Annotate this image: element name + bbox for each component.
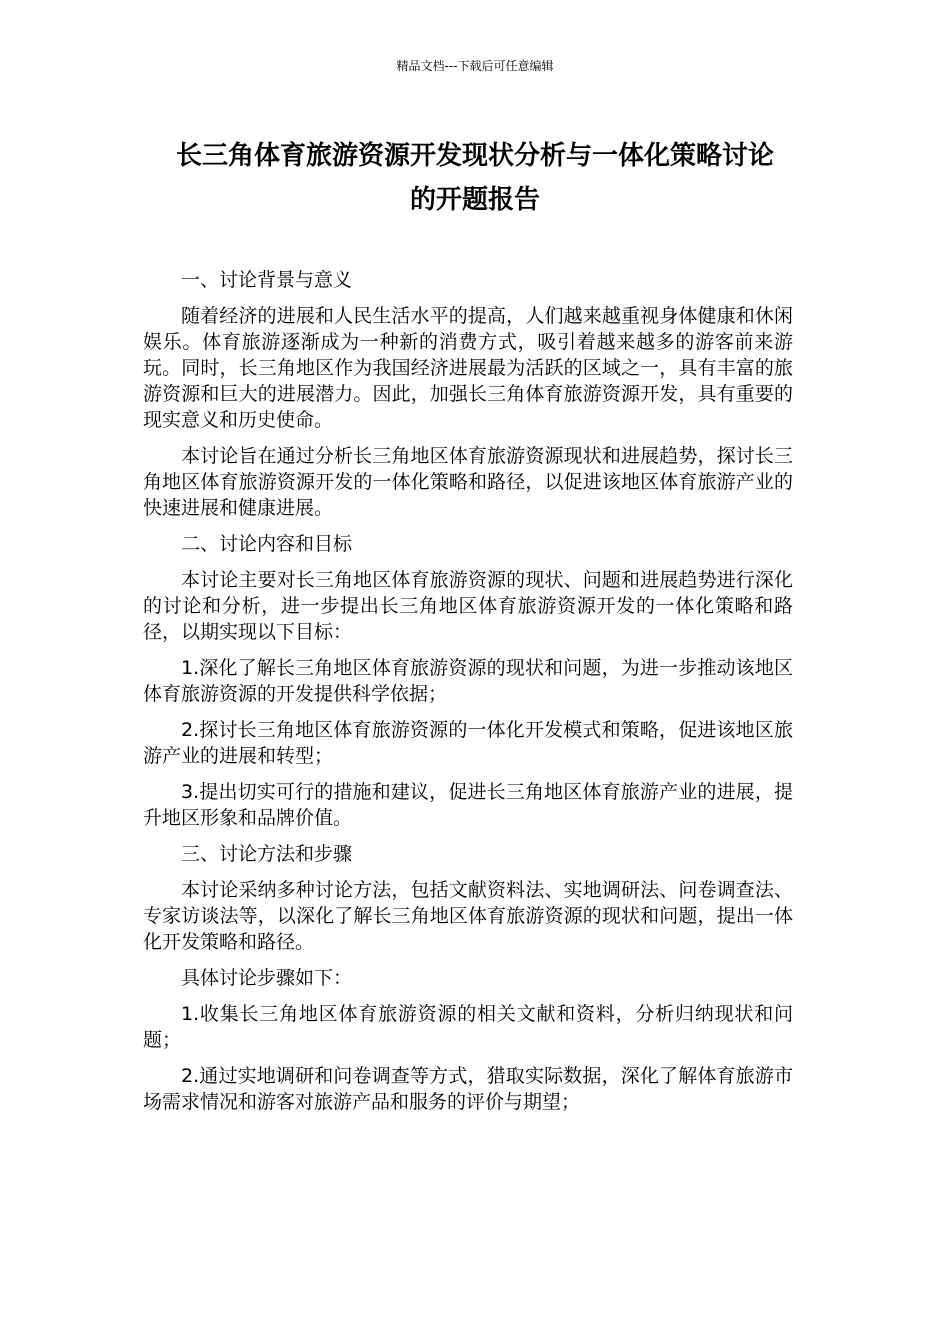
- document-title: [140, 134, 810, 222]
- page-header-note: 精品文档---下载后可任意编辑: [396, 59, 554, 73]
- goal-list-item: 1.深化了解长三角地区体育旅游资源的现状和问题，为进一步推动该地区体育旅游资源的开发提供科学依据；: [143, 657, 793, 705]
- section-heading-background: 一、讨论背景与意义: [181, 269, 353, 291]
- step-list-item: 2.通过实地调研和问卷调查等方式，猎取实际数据，深化了解体育旅游市场需求情况和游客对旅游产品和服务的评价与期望；: [143, 1065, 793, 1113]
- body-paragraph: 本讨论采纳多种讨论方法，包括文献资料法、实地调研法、问卷调查法、专家访谈法等，以深化了解长三角地区体育旅游资源的现状和问题，提出一体化开发策略和路径。: [143, 879, 793, 953]
- goal-list-item: 3.提出切实可行的措施和建议，促进长三角地区体育旅游产业的进展，提升地区形象和品牌价值。: [143, 781, 793, 829]
- step-list-item: 1.收集长三角地区体育旅游资源的相关文献和资料，分析归纳现状和问题；: [143, 1003, 793, 1051]
- document-title-line-2: 的开题报告: [409, 185, 540, 215]
- body-paragraph: 具体讨论步骤如下：: [181, 967, 353, 989]
- section-heading-methods-steps: 三、讨论方法和步骤: [181, 843, 353, 865]
- body-paragraph: 本讨论主要对长三角地区体育旅游资源的现状、问题和进展趋势进行深化的讨论和分析，进一步提出长三角地区体育旅游资源开发的一体化策略和路径，以期实现以下目标：: [143, 569, 793, 643]
- section-heading-content-goals: 二、讨论内容和目标: [181, 533, 353, 555]
- document-title-line-1: 长三角体育旅游资源开发现状分析与一体化策略讨论: [175, 141, 774, 171]
- body-paragraph: 随着经济的进展和人民生活水平的提高，人们越来越重视身体健康和休闲娱乐。体育旅游逐渐成为一种新的消费方式，吸引着越来越多的游客前来游玩。同时，长三角地区作为我国经济进展最为活跃的区域之一，具有丰富的旅游资源和巨大的进展潜力。因此，加强长三角体育旅游资源开发，具有重要的现实意义和历史使命。: [143, 305, 793, 431]
- document-body: [143, 267, 793, 1125]
- goal-list-item: 2.探讨长三角地区体育旅游资源的一体化开发模式和策略，促进该地区旅游产业的进展和转型；: [143, 719, 793, 767]
- body-paragraph: 本讨论旨在通过分析长三角地区体育旅游资源现状和进展趋势，探讨长三角地区体育旅游资源开发的一体化策略和路径，以促进该地区体育旅游产业的快速进展和健康进展。: [143, 445, 793, 519]
